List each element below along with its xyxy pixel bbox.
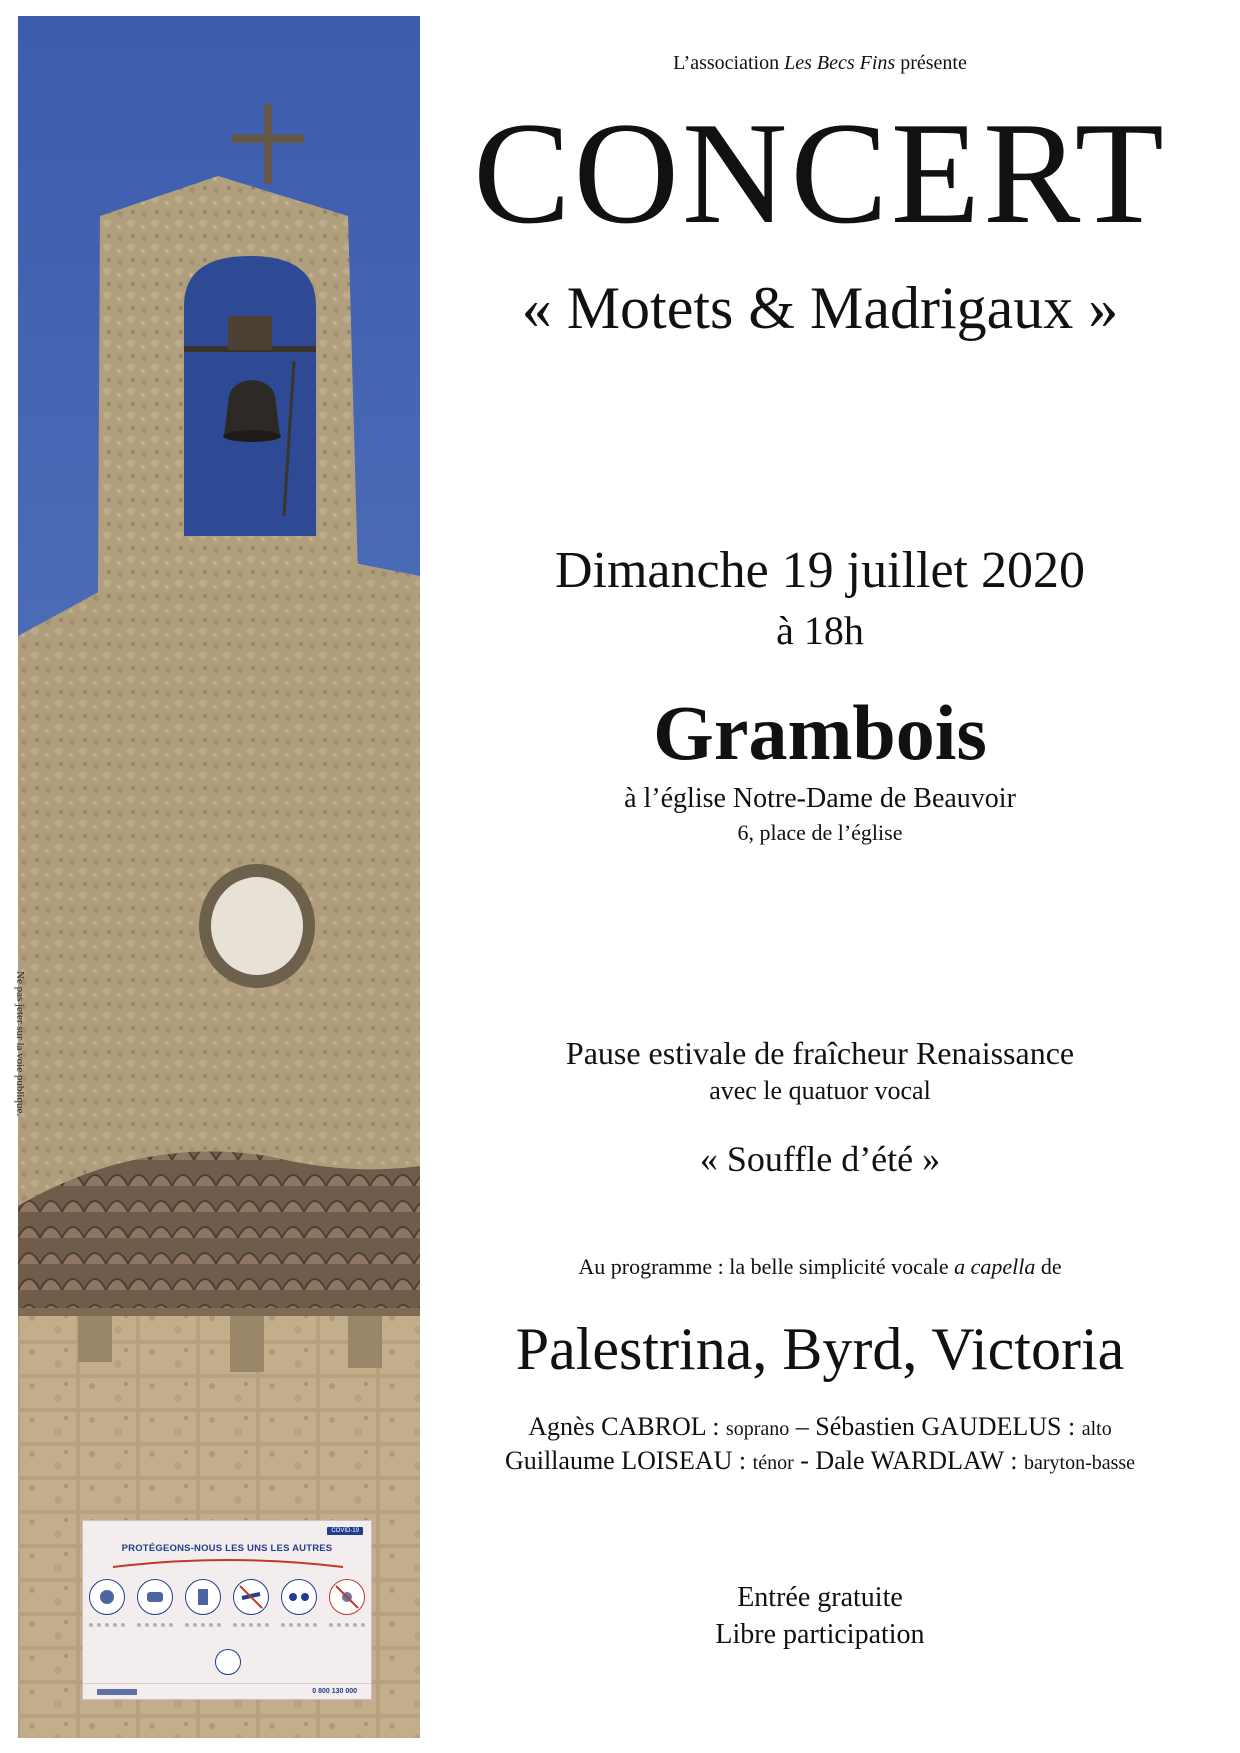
covid-phone: 0 800 130 000 [312,1688,357,1695]
singers-line-2 [460,1446,1180,1478]
covid-title: PROTÉGEONS-NOUS LES UNS LES AUTRES [121,1543,333,1554]
composers: Palestrina, Byrd, Victoria [515,1316,1125,1382]
singers-line-1 [460,1412,1180,1444]
singer-name: Sébastien GAUDELUS [815,1412,1062,1441]
no-handshake-icon [233,1579,269,1615]
singer-separator: : [732,1446,753,1475]
program-prefix: Au programme : la belle simplicité vocale [578,1254,955,1279]
distance-icon [281,1579,317,1615]
presenter-line [460,52,1180,75]
singer-role: baryton-basse [1023,1452,1136,1474]
singer-dash: - [793,1446,816,1475]
tissue-icon [185,1579,221,1615]
singer-role: ténor [752,1452,794,1474]
program-emphasis: a capella [954,1254,1036,1279]
cough-elbow-icon [137,1579,173,1615]
ensemble-name: « Souffle d’été » [699,1139,941,1179]
city-name: Grambois [653,689,987,776]
singer-role: alto [1081,1418,1112,1440]
belltower-photo [14,16,420,1738]
program-line [460,1253,1180,1281]
disposal-notice: Ne pas jeter sur la voie publique. [14,971,26,1117]
singer-separator: : [1003,1446,1024,1475]
concert-time: à 18h [776,608,864,653]
entry-fee: Entrée gratuite [737,1582,903,1613]
intro-prefix: L’association [673,52,785,74]
government-logo [97,1689,137,1695]
venue-address: 6, place de l’église [737,820,903,845]
no-gathering-icon [329,1579,365,1615]
singer-role: soprano [725,1418,790,1440]
singer-dash: – [789,1412,816,1441]
singer-separator: : [705,1412,726,1441]
tagline: Pause estivale de fraîcheur Renaissance [565,1035,1075,1071]
singer-name: Dale WARDLAW [815,1446,1004,1475]
hand-wash-icon [89,1579,125,1615]
covid-captions [89,1623,365,1645]
concert-date: Dimanche 19 juillet 2020 [554,542,1085,599]
covid-badge: COVID-19 [327,1527,363,1535]
covid-gesture-icons [89,1579,365,1619]
intro-suffix: présente [895,52,967,74]
singer-name: Guillaume LOISEAU [504,1446,733,1475]
association-name: Les Becs Fins [784,52,896,74]
program-suffix: de [1035,1254,1062,1279]
participation-note: Libre participation [715,1619,925,1650]
mask-icon [215,1649,241,1675]
singer-name: Agnès CABROL [528,1412,706,1441]
singer-separator: : [1061,1412,1082,1441]
covid-notice [82,1520,372,1700]
covid-footer [83,1683,371,1699]
headline: CONCERT [473,92,1167,254]
quartet-intro: avec le quatuor vocal [709,1076,931,1105]
venue-name: à l’église Notre-Dame de Beauvoir [624,783,1016,814]
belltower-illustration [18,16,420,1738]
concert-subtitle: « Motets & Madrigaux » [521,275,1119,341]
covid-swoosh [113,1557,343,1571]
